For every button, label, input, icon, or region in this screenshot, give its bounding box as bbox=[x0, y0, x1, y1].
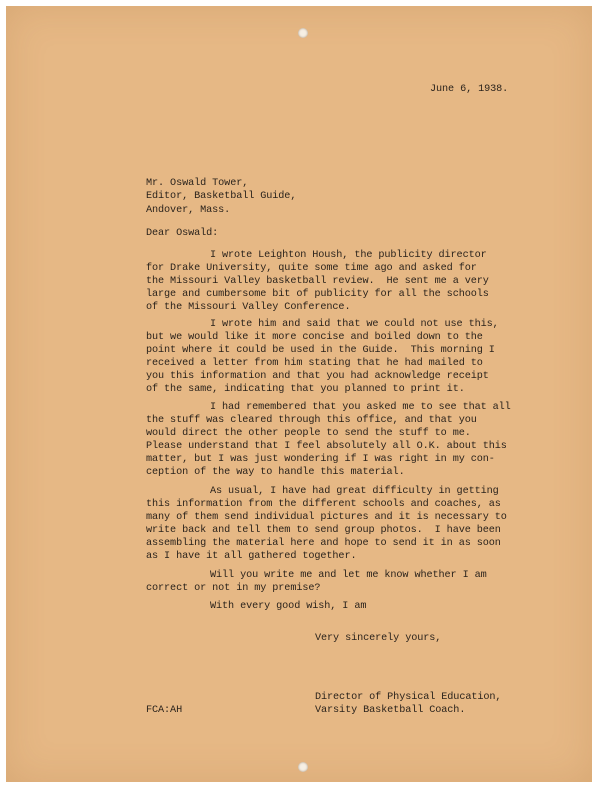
body-line: you this information and that you had acknowledge receipt bbox=[146, 371, 489, 382]
body-line: many of them send individual pictures and it is necessary to bbox=[146, 512, 507, 523]
body-line: I wrote him and said that we could not use this, bbox=[210, 319, 499, 330]
recipient-line: Mr. Oswald Tower, bbox=[146, 178, 249, 189]
reference-initials: FCA:AH bbox=[146, 705, 183, 716]
body-line: received a letter from him stating that he had mailed to bbox=[146, 358, 483, 369]
body-line: point where it could be used in the Guide. This morning I bbox=[146, 345, 495, 356]
punch-hole bbox=[298, 762, 308, 772]
body-line: of the same, indicating that you planned to print it. bbox=[146, 384, 465, 395]
body-line: of the Missouri Valley Conference. bbox=[146, 302, 351, 313]
body-line: As usual, I have had great difficulty in getting bbox=[210, 486, 499, 497]
body-line: large and cumbersome bit of publicity for all the schools bbox=[146, 289, 489, 300]
complimentary-closing: Very sincerely yours, bbox=[315, 633, 442, 644]
body-line: the stuff was cleared through this office, and that you bbox=[146, 415, 477, 426]
body-line: I wrote Leighton Housh, the publicity director bbox=[210, 250, 487, 261]
body-line: would direct the other people to send the stuff to me. bbox=[146, 428, 471, 439]
body-line: write back and tell them to send group photos. I have been bbox=[146, 525, 501, 536]
body-line: I had remembered that you asked me to see that all bbox=[210, 402, 511, 413]
body-line: assembling the material here and hope to send it in as soon bbox=[146, 538, 501, 549]
signature-title: Director of Physical Education, bbox=[315, 692, 502, 703]
salutation: Dear Oswald: bbox=[146, 228, 219, 239]
body-line: ception of the way to handle this material. bbox=[146, 467, 405, 478]
body-line: With every good wish, I am bbox=[210, 601, 367, 612]
body-line: correct or not in my premise? bbox=[146, 583, 321, 594]
recipient-line: Editor, Basketball Guide, bbox=[146, 191, 297, 202]
body-line: the Missouri Valley basketball review. He sent me a very bbox=[146, 276, 489, 287]
body-line: Please understand that I feel absolutely all O.K. about this bbox=[146, 441, 507, 452]
body-line: matter, but I was just wondering if I was right in my con- bbox=[146, 454, 495, 465]
body-line: but we would like it more concise and boiled down to the bbox=[146, 332, 483, 343]
body-line: for Drake University, quite some time ago and asked for bbox=[146, 263, 477, 274]
body-line: Will you write me and let me know whether I am bbox=[210, 570, 487, 581]
letter-page bbox=[6, 6, 592, 782]
letter-date: June 6, 1938. bbox=[430, 84, 509, 95]
punch-hole bbox=[298, 28, 308, 38]
signature-title: Varsity Basketball Coach. bbox=[315, 705, 466, 716]
body-line: as I have it all gathered together. bbox=[146, 551, 357, 562]
body-line: this information from the different schools and coaches, as bbox=[146, 499, 501, 510]
recipient-line: Andover, Mass. bbox=[146, 205, 231, 216]
